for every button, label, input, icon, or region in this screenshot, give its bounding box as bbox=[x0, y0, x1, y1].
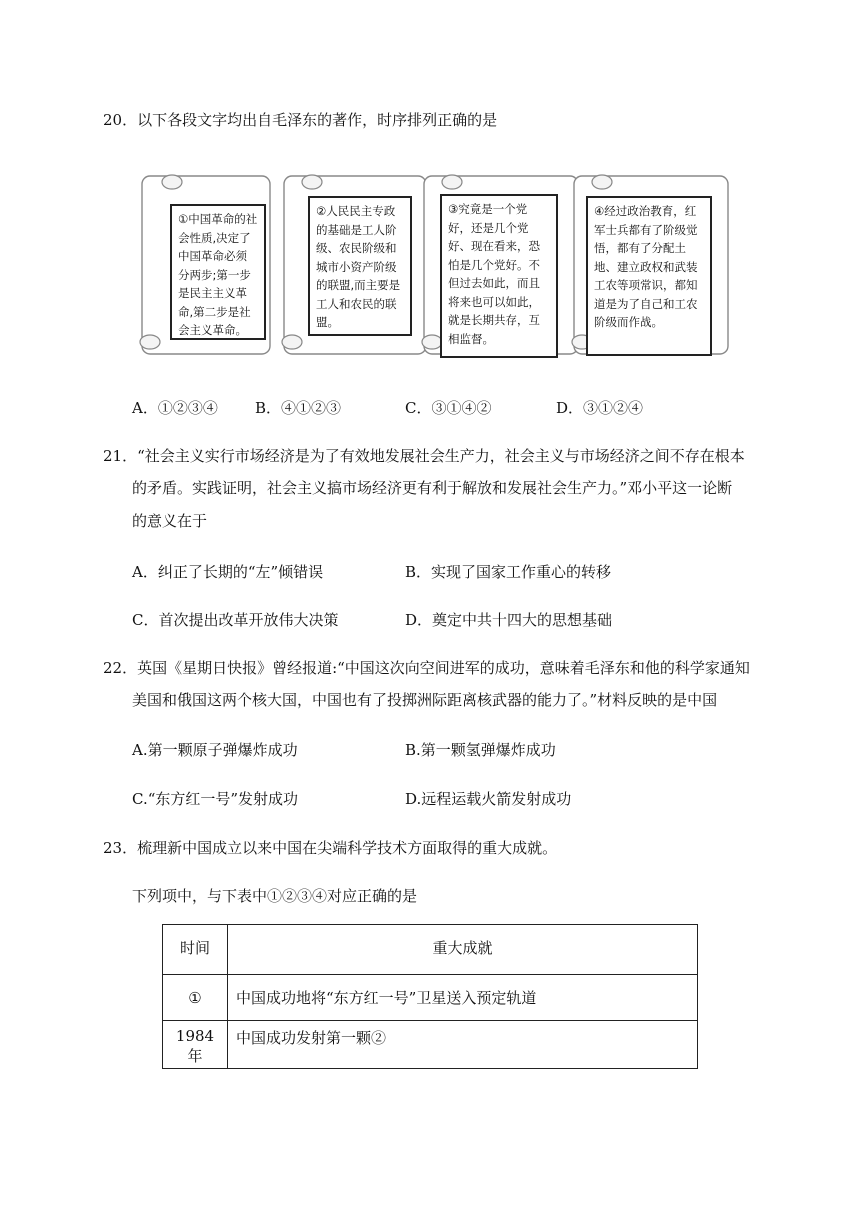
q21-stem-line-3: 的意义在于 bbox=[132, 512, 208, 530]
table-header-time: 时间 bbox=[163, 925, 228, 975]
q21-option-c: C．首次提出改革开放伟大决策 bbox=[132, 611, 339, 629]
table-cell-achievement: 中国成功发射第一颗② bbox=[228, 1021, 698, 1069]
scroll-text-1: ①中国革命的社会性质,决定了中国革命必须分两步;第一步是民主主义革命,第二步是社会主义革命。 bbox=[170, 204, 266, 340]
table-cell-achievement: 中国成功地将“东方红一号”卫星送入预定轨道 bbox=[228, 975, 698, 1021]
q22-stem-line-2: 美国和俄国这两个核大国，中国也有了投掷洲际距离核武器的能力了。”材料反映的是中国 bbox=[132, 691, 718, 709]
q21-option-d: D．奠定中共十四大的思想基础 bbox=[405, 611, 613, 629]
scroll-text-2: ②人民民主专政的基础是工人阶级、农民阶级和城市小资产阶级的联盟,而主要是工人和农民的联盟。 bbox=[308, 196, 412, 336]
table-row bbox=[163, 1021, 698, 1069]
q22-option-a: A.第一颗原子弹爆炸成功 bbox=[132, 741, 298, 759]
table-cell-time: 1984 年 bbox=[163, 1021, 228, 1069]
q23-stem: 23．梳理新中国成立以来中国在尖端科学技术方面取得的重大成就。 bbox=[103, 839, 558, 857]
table-cell-time: ① bbox=[163, 975, 228, 1021]
table-header-achievement: 重大成就 bbox=[228, 925, 698, 975]
q22-option-d: D.远程运载火箭发射成功 bbox=[405, 790, 572, 808]
q22-option-c: C.“东方红一号”发射成功 bbox=[132, 790, 299, 808]
q20-stem: 20．以下各段文字均出自毛泽东的著作，时序排列正确的是 bbox=[103, 111, 498, 129]
q21-stem-line-1: 21．“社会主义实行市场经济是为了有效地发展社会生产力，社会主义与市场经济之间不存在根本 bbox=[103, 447, 745, 465]
scroll-card-4 bbox=[562, 170, 728, 360]
q20-option-a: A．①②③④ bbox=[132, 399, 218, 417]
q20-option-c: C．③①④② bbox=[405, 399, 492, 417]
q23-sub-stem: 下列项中，与下表中①②③④对应正确的是 bbox=[132, 887, 418, 905]
table-header-row bbox=[163, 925, 698, 975]
q21-option-a: A．纠正了长期的“左”倾错误 bbox=[132, 563, 324, 581]
q21-stem-line-2: 的矛盾。实践证明，社会主义搞市场经济更有利于解放和发展社会生产力。”邓小平这一论断 bbox=[132, 479, 733, 497]
table-row bbox=[163, 975, 698, 1021]
q20-option-d: D．③①②④ bbox=[556, 399, 644, 417]
scroll-card-3 bbox=[412, 170, 587, 360]
q21-option-b: B．实现了国家工作重心的转移 bbox=[405, 563, 612, 581]
scroll-text-3: ③究竟是一个党好，还是几个党好、现在看来，恐怕是几个党好。不但过去如此，而且将来也可以如此，就是长期共存，互相监督。 bbox=[440, 194, 558, 358]
q20-option-b: B．④①②③ bbox=[255, 399, 342, 417]
scroll-text-4: ④经过政治教育，红军士兵都有了阶级觉悟，都有了分配土地、建立政权和武装工农等项常识，都知道是为了自己和工农阶级而作战。 bbox=[586, 196, 712, 356]
q22-option-b: B.第一颗氢弹爆炸成功 bbox=[405, 741, 556, 759]
q22-stem-line-1: 22．英国《星期日快报》曾经报道:“中国这次向空间进军的成功，意味着毛泽东和他的科学家通知 bbox=[103, 659, 750, 677]
q23-table bbox=[162, 924, 698, 1069]
scroll-card-1 bbox=[132, 170, 282, 360]
